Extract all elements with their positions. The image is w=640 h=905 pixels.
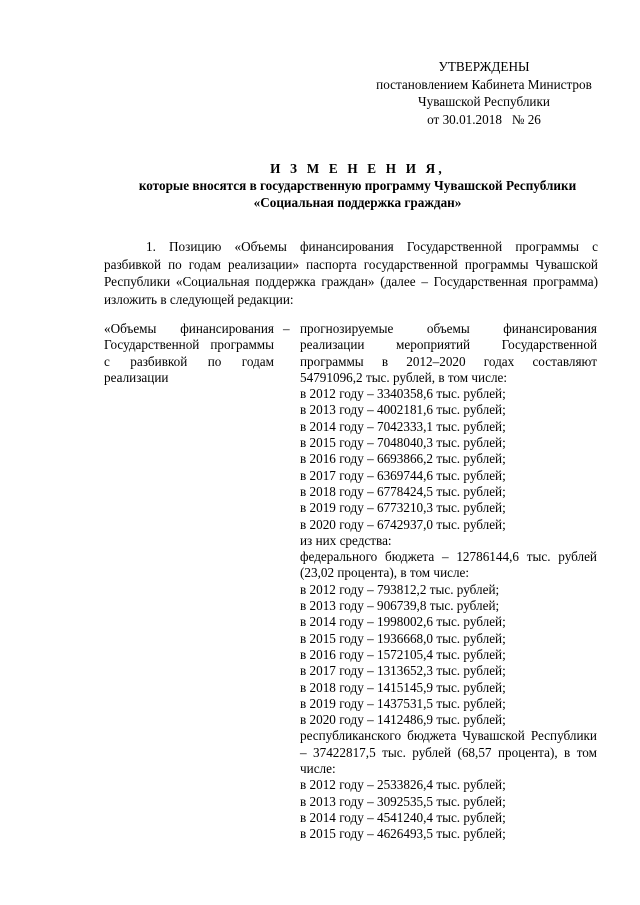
funding-position-label: «Объемы финансирования Государственной программы с разбивкой по годам реализации: [104, 321, 274, 385]
total-year-line: в 2017 году – 6369744,6 тыс. рублей;: [300, 467, 506, 483]
federal-year-line: в 2012 году – 793812,2 тыс. рублей;: [300, 581, 500, 597]
republic-budget-text: республиканского бюджета Чувашской Республики – 37422817,5 тыс. рублей (68,57 процента), в том числе:: [300, 728, 597, 777]
republic-year-line: в 2013 году – 3092535,5 тыс. рублей;: [300, 793, 506, 809]
federal-year-line: в 2014 году – 1998002,6 тыс. рублей;: [300, 614, 506, 630]
republic-year-line: в 2014 году – 4541240,4 тыс. рублей;: [300, 809, 506, 825]
approval-issuer: постановлением Кабинета Министров: [376, 76, 592, 92]
total-year-line: в 2015 году – 7048040,3 тыс. рублей;: [300, 435, 506, 451]
federal-year-line: в 2019 году – 1437531,5 тыс. рублей;: [300, 695, 506, 711]
federal-year-line: в 2015 году – 1936668,0 тыс. рублей;: [300, 630, 506, 646]
sources-label: из них средства:: [300, 532, 392, 548]
intro-paragraph: 1. Позицию «Объемы финансирования Государственной программы с разбивкой по годам реализации» паспорта государственной программы Чувашской Республики «Социальная поддержка граждан» (далее – Государственная программа) изложить в следующей редакции:: [104, 239, 598, 307]
federal-year-line: в 2016 году – 1572105,4 тыс. рублей;: [300, 646, 506, 662]
approval-date-number: от 30.01.2018 № 26: [427, 111, 541, 127]
total-year-line: в 2020 году – 6742937,0 тыс. рублей;: [300, 516, 506, 532]
republic-year-line: в 2015 году – 4626493,5 тыс. рублей;: [300, 826, 506, 842]
republic-year-line: в 2012 году – 2533826,4 тыс. рублей;: [300, 777, 506, 793]
position-dash: –: [283, 321, 290, 336]
document-title: И З М Е Н Е Н И Я,: [270, 161, 445, 176]
total-year-line: в 2014 году – 7042333,1 тыс. рублей;: [300, 418, 506, 434]
total-funding-text: прогнозируемые объемы финансирования реализации мероприятий Государственной программы в 2012–2020 годах составляют 54791096,2 тыс. рублей, в том числе:: [300, 321, 597, 385]
document-heading: [60, 160, 640, 211]
document-subtitle-line1: которые вносятся в государственную программу Чувашской Республики: [138, 178, 577, 193]
funding-details: [300, 321, 597, 843]
federal-year-line: в 2018 году – 1415145,9 тыс. рублей;: [300, 679, 506, 695]
total-year-line: в 2019 году – 6773210,3 тыс. рублей;: [300, 500, 506, 516]
document-subtitle-line2: «Социальная поддержка граждан»: [253, 195, 462, 210]
total-year-line: в 2018 году – 6778424,5 тыс. рублей;: [300, 483, 506, 499]
approval-republic: Чувашской Республики: [418, 94, 550, 109]
total-year-line: в 2012 году – 3340358,6 тыс. рублей;: [300, 386, 506, 402]
federal-year-line: в 2017 году – 1313652,3 тыс. рублей;: [300, 663, 506, 679]
approval-block: [355, 58, 613, 128]
federal-year-line: в 2013 году – 906739,8 тыс. рублей;: [300, 598, 500, 614]
total-year-line: в 2016 году – 6693866,2 тыс. рублей;: [300, 451, 506, 467]
total-year-line: в 2013 году – 4002181,6 тыс. рублей;: [300, 402, 506, 418]
federal-budget-text: федерального бюджета – 12786144,6 тыс. рублей (23,02 процента), в том числе:: [300, 549, 597, 581]
federal-year-line: в 2020 году – 1412486,9 тыс. рублей;: [300, 712, 506, 728]
approval-title: УТВЕРЖДЕНЫ: [438, 59, 530, 74]
